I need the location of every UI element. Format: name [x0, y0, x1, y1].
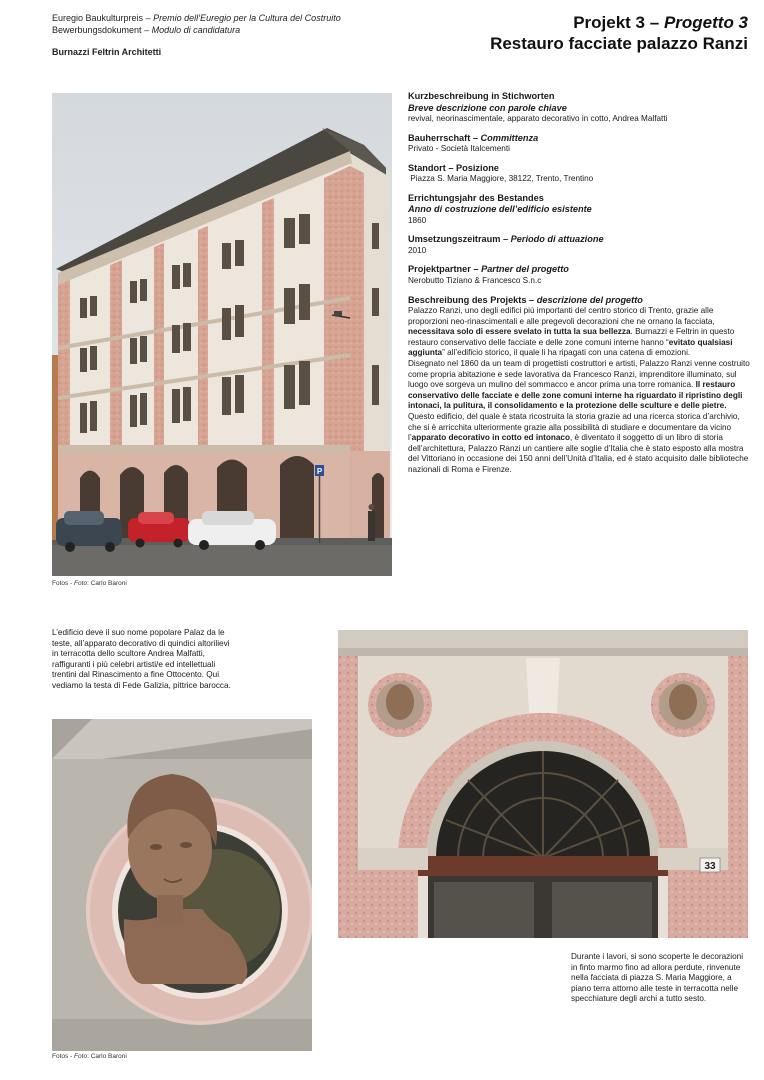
keywords-section: Kurzbeschreibung in Stichworten Breve descrizione con parole chiave revival, neorinascimentale, apparato decorativo in cotto, Andrea Malfatti — [408, 91, 668, 123]
house-number: 33 — [704, 861, 716, 872]
arch-photo — [338, 630, 748, 938]
caption-head-sculpture: L’edificio deve il suo nome popolare Palaz da le teste, all’apparato decorativo di quindici altorilievi in terracotta dello scultore Andrea Malfatti, raffiguranti i più celebri artisti/e ed intellettuali trentini dal Rinascimento a fine Ottocento. Qui vediamo la testa di Fede Galizia, pittrice barocca. — [52, 628, 231, 690]
year-section: Errichtungsjahr des Bestandes Anno di costruzione dell’edificio esistente 1860 — [408, 192, 592, 225]
client-section: Bauherrschaft – Committenza Privato - Società Italcementi — [408, 132, 539, 154]
partner-section: Projektpartner – Partner del progetto Nerobutto Tiziano & Francesco S.n.c — [408, 264, 569, 285]
description-p1: Palazzo Ranzi, uno degli edifici più importanti del centro storico di Trento, grazie alle proporzioni neo-rinascimentali e alle pregevoli decorazioni che ne ornano la facciata, necessitava solo di essere svelato in tutta la sua bellezza. Burnazzi e Feltrin in questo restauro conservativo delle facciate e delle zone comuni interne hanno “evitato qualsiasi aggiunta” all’edificio storico, il quale li ha ripagati con una catena di emozioni. — [408, 306, 735, 358]
description-section: Beschreibung des Projekts – descrizione del progetto Palazzo Ranzi, uno degli edifici più importanti del centro storico di Trento, grazie alle proporzioni neo-rinascimentali e alle pregevoli decorazioni che ne ornano la facciata, necessitava solo di essere svelato in tutta la sua bellezza. Burnazzi e Feltrin in questo restauro conservativo delle facciate e delle zone comuni interne hanno “evitato qualsiasi aggiunta” all’edificio storico, il quale li ha ripagati con una catena di emozioni. Disegnato nel 1860 da un team di progettisti costruttori e artisti, Palazzo Ranzi venne costruito come propria abitazione e sede lavorativa da Francesco Ranzi, imprenditore illuminato, sul luogo ove sorgeva un mulino del sommacco e ancor prima una torre romanica. Il restauro conservativo delle facciate e delle zone comuni interne ha riguardato il ripristino degli intonaci, la pulitura, il consolidamento e la protezione delle sculture e delle pietre. Questo edificio, del quale è stata ricostruita la storia grazie ad una ricerca storica d’archivio, che si è arricchita ulteriormente grazie alla possibilità di studiare e documentare da vicino l’apparato decorativo in cotto ed intonaco, è diventato il soggetto di un libro di storia dell’architettura, Palazzo Ranzi un cantiere alle soglie d’Italia che è stato esposto alla mostra del Vittoriano in occasione dei 150 anni dell’Unità d’Italia, ed è stato acquisito dalle biblioteche nazionali di Roma e Firenze. — [408, 295, 752, 476]
building-photo — [52, 93, 392, 576]
period-section: Umsetzungszeitraum – Periodo di attuazione 2010 — [408, 234, 604, 255]
header-right — [490, 12, 748, 54]
description-p3: Questo edificio, del quale è stata ricostruita la storia grazie ad una ricerca storica d’archivio, che si è arricchita ulteriormente grazie alla possibilità di studiare e documentare da vicino l’apparato decorativo in cotto ed intonaco, è diventato il soggetto di un libro di storia dell’architettura, Palazzo Ranzi un cantiere alle soglie d’Italia che è stato esposto alla mostra del Vittoriano in occasione dei 150 anni dell’Unità d’Italia, ed è stato acquisito dalle biblioteche nazionali di Roma e Firenze. — [408, 412, 749, 474]
document-line: Bewerbungsdokument – Modulo di candidatura — [52, 24, 241, 35]
photo-credit-bottom: Fotos - Foto: Carlo Baroni — [52, 1053, 127, 1060]
sculpture-photo — [52, 719, 312, 1051]
project-info — [408, 91, 752, 484]
header-left — [52, 13, 341, 59]
caption-arch-decorations: Durante i lavori, si sono scoperte le decorazioni in finto marmo fino ad allora perdute, rinvenute nella facciata di piazza S. Maria Maggiore, a piano terra attorno alle teste in terracotta nelle specchiature degli archi a tutto sesto. — [571, 952, 744, 1004]
parking-sign: P — [316, 467, 323, 476]
project-title: Restauro facciate palazzo Ranzi — [490, 34, 748, 53]
location-section: Standort – Posizione Piazza S. Maria Maggiore, 38122, Trento, Trentino — [408, 162, 594, 184]
firm-name: Burnazzi Feltrin Architetti — [52, 47, 162, 57]
project-number: Projekt 3 – Progetto 3 — [573, 13, 748, 32]
description-p2: Disegnato nel 1860 da un team di progettisti costruttori e artisti, Palazzo Ranzi venne costruito come propria abitazione e sede lavorativa da Francesco Ranzi, imprenditore illuminato, sul luogo ove sorgeva un mulino del sommacco e ancor prima una torre romanica. Il restauro conservativo delle facciate e delle zone comuni interne ha riguardato il ripristino degli intonaci, la pulitura, il consolidamento e la protezione delle sculture e delle pietre. — [408, 359, 750, 411]
award-line: Euregio Baukulturpreis – Premio dell’Euregio per la Cultura del Costruito — [52, 13, 341, 23]
photo-credit-top: Fotos - Foto: Carlo Baroni — [52, 580, 127, 587]
